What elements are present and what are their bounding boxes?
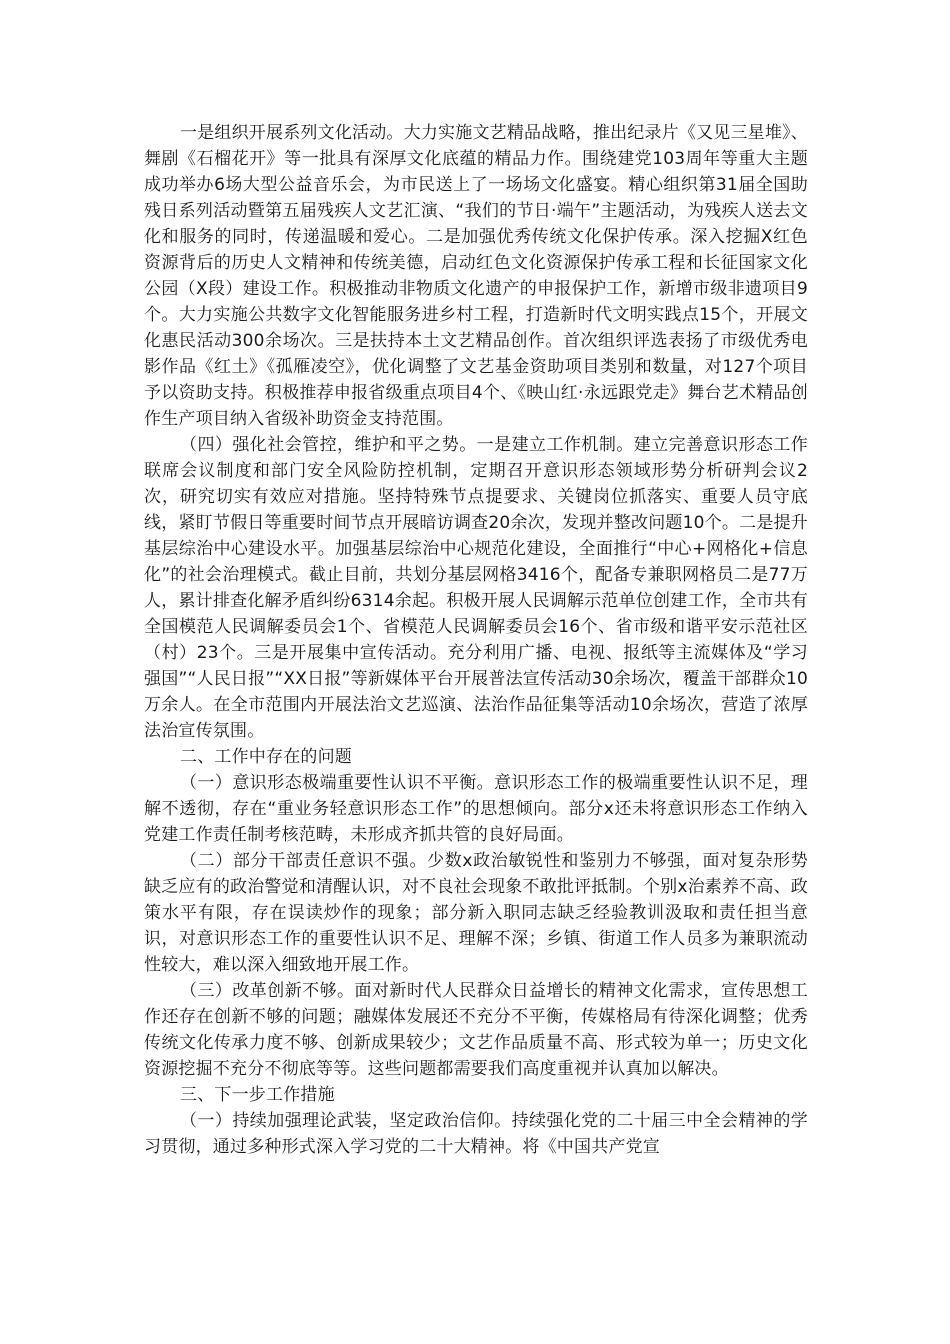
section-heading-next-steps: 三、下一步工作措施 [180,1085,335,1105]
paragraph-culture-activities: 一是组织开展系列文化活动。大力实施文艺精品战略，推出纪录片《又见三星堆》、舞剧《石榴花开》等一批具有深厚文化底蕴的精品力作。围绕建党103周年等重大主题成功举办6场大型公益音乐会，为市民送上了一场场文化盛宴。精心组织第31届全国助残日系列活动暨第五届残疾人文艺汇演、“我们的节日·端午”主题活动，为残疾人送去文化和服务的同时，传递温暖和爱心。二是加强优秀传统文化保护传承。深入挖掘X红色资源背后的历史人文精神和传统美德，启动红色文化资源保护传承工程和长征国家文化公园（X段）建设工作。积极推动非物质文化遗产的申报保护工作，新增市级非遗项目9个。大力实施公共数字文化智能服务进乡村工程，打造新时代文明实践点15个，开展文化惠民活动300余场次。三是扶持本土文艺精品创作。首次组织评选表扬了市级优秀电影作品《红土》《孤雁凌空》，优化调整了文艺基金资助项目类别和数量，对127个项目予以资助支持。积极推荐申报省级重点项目4个、《映山红·永远跟党走》舞台艺术精品创作生产项目纳入省级补助资金支持范围。 [144,123,808,429]
paragraph-problem-innovation: （三）改革创新不够。面对新时代人民群众日益增长的精神文化需求，宣传思想工作还存在创新不够的问题；融媒体发展还不充分不平衡，传媒格局有待深化调整；优秀传统文化传承力度不够、创新成果较少；文艺作品质量不高、形式较为单一；历史文化资源挖掘不充分不彻底等等。这些问题都需要我们高度重视并认真加以解决。 [144,981,808,1079]
document-body [144,120,808,1160]
section-heading-problems: 二、工作中存在的问题 [180,747,352,767]
paragraph-next-step-theory: （一）持续加强理论武装，坚定政治信仰。持续强化党的二十届三中全会精神的学习贯彻，通过多种形式深入学习党的二十大精神。将《中国共产党宣 [144,1111,808,1157]
paragraph-problem-responsibility: （二）部分干部责任意识不强。少数x政治敏锐性和鉴别力不够强，面对复杂形势缺乏应有的政治警觉和清醒认识，对不良社会现象不敢批评抵制。个别x治素养不高、政策水平有限，存在误读炒作的现象；部分新入职同志缺乏经验教训汲取和责任担当意识，对意识形态工作的重要性认识不足、理解不深；乡镇、街道工作人员多为兼职流动性较大，难以深入细致地开展工作。 [144,851,808,975]
paragraph-problem-awareness: （一）意识形态极端重要性认识不平衡。意识形态工作的极端重要性认识不足，理解不透彻，存在“重业务轻意识形态工作”的思想倾向。部分x还未将意识形态工作纳入党建工作责任制考核范畴，未形成齐抓共管的良好局面。 [144,773,808,845]
paragraph-social-control: （四）强化社会管控，维护和平之势。一是建立工作机制。建立完善意识形态工作联席会议制度和部门安全风险防控机制，定期召开意识形态领域形势分析研判会议2次，研究切实有效应对措施。坚持特殊节点提要求、关键岗位抓落实、重要人员守底线，紧盯节假日等重要时间节点开展暗访调查20余次，发现并整改问题10个。二是提升基层综治中心建设水平。加强基层综治中心规范化建设，全面推行“中心+网格化+信息化”的社会治理模式。截止目前，共划分基层网格3416个，配备专兼职网格员二是77万人，累计排查化解矛盾纠纷6314余起。积极开展人民调解示范单位创建工作，全市共有全国模范人民调解委员会1个、省模范人民调解委员会16个、省市级和谐平安示范社区（村）23个。三是开展集中宣传活动。充分利用广播、电视、报纸等主流媒体及“学习强国”“人民日报”“XX日报”等新媒体平台开展普法宣传活动30余场次，覆盖干部群众10万余人。在全市范围内开展法治文艺巡演、法治作品征集等活动10余场次，营造了浓厚法治宣传氛围。 [144,435,808,741]
